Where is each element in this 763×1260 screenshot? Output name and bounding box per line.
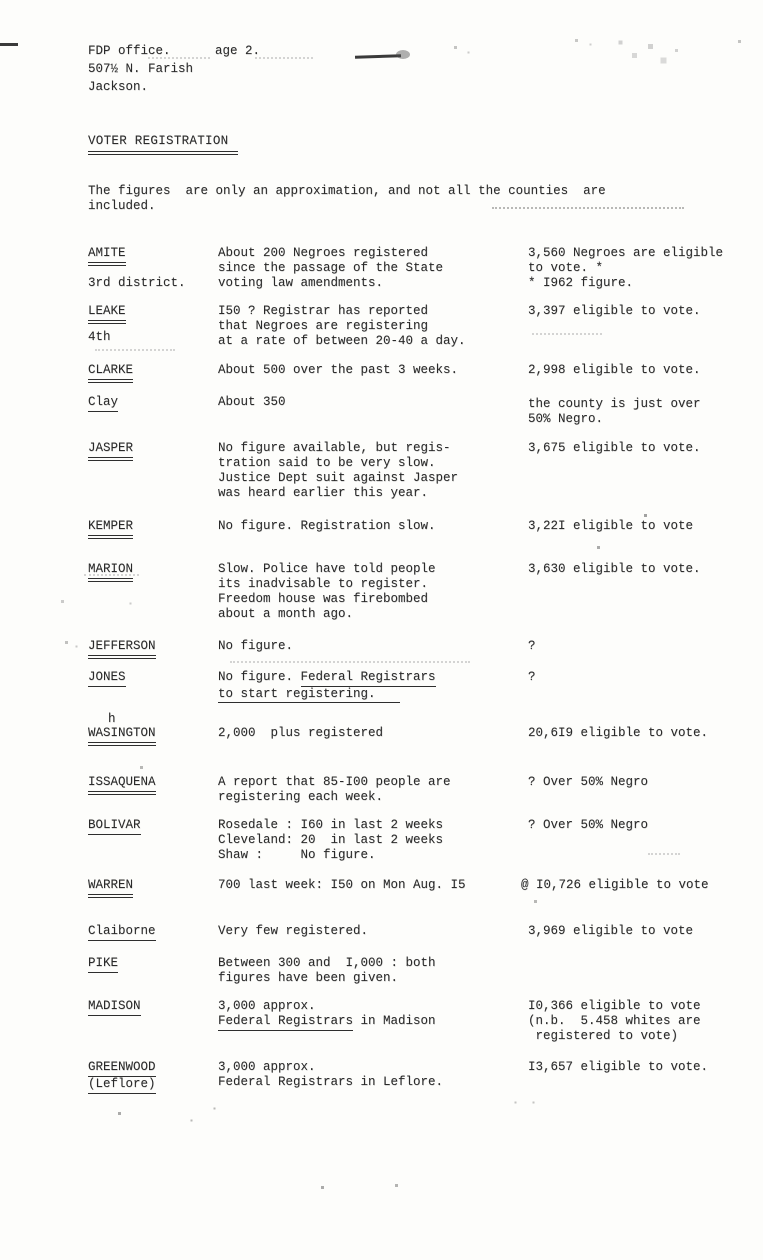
registration-notes: 3,000 approx. Federal Registrars in Leflore.	[218, 1060, 444, 1089]
ink-smudge	[396, 50, 410, 59]
registration-notes: Rosedale : I60 in last 2 weeks Cleveland: 20 in last 2 weeks Shaw : No figure.	[218, 818, 444, 862]
eligibility-figures: ?	[528, 639, 536, 653]
county-subtext: 3rd district.	[88, 276, 186, 290]
intro-line: The figures are only an approximation, and not all the counties are	[88, 184, 606, 198]
underlined-note: Federal Registrars	[301, 670, 436, 687]
eligibility-figures: 3,969 eligible to vote	[528, 924, 694, 938]
eligibility-figures: 3,630 eligible to vote.	[528, 562, 701, 576]
county-name: WARREN	[88, 878, 133, 898]
ink-speckle-row	[532, 333, 602, 335]
county-subtext: 4th	[88, 330, 111, 344]
registration-notes: I50 ? Registrar has reported that Negroes are registering at a rate of between 20-40 a day.	[218, 304, 466, 348]
eligibility-figures: the county is just over 50% Negro.	[528, 397, 701, 426]
letterhead-address: 507½ N. Farish	[88, 62, 194, 76]
registration-notes: 700 last week: I50 on Mon Aug. I5	[218, 878, 466, 892]
intro-paragraph	[88, 184, 606, 214]
letterhead-city: Jackson.	[88, 80, 149, 94]
eligibility-figures: I3,657 eligible to vote.	[528, 1060, 709, 1074]
eligibility-figures: 2,998 eligible to vote.	[528, 363, 701, 377]
registration-notes: Between 300 and I,000 : both figures have been given.	[218, 956, 436, 985]
registration-notes: No figure. Federal Registrars to start registering.	[218, 670, 523, 703]
eligibility-figures: 3,675 eligible to vote.	[528, 441, 701, 455]
county-name: WASINGTON	[88, 726, 156, 746]
county-name: MADISON	[88, 999, 141, 1016]
eligibility-figures: I0,366 eligible to vote (n.b. 5.458 whites are registered to vote)	[528, 999, 701, 1043]
county-name: CLARKE	[88, 363, 133, 383]
registration-notes: About 500 over the past 3 weeks.	[218, 363, 459, 377]
ink-specks	[0, 0, 1, 1]
typed-dot-trail	[255, 57, 313, 59]
eligibility-figures: 3,22I eligible to vote	[528, 519, 694, 533]
county-name: MARION	[88, 562, 133, 582]
eligibility-figures: 3,560 Negroes are eligible to vote. * * I962 figure.	[528, 246, 724, 290]
county-name: JASPER	[88, 441, 133, 461]
underlined-note: Federal Registrars	[218, 1014, 353, 1031]
typed-insertion-h: h	[108, 712, 116, 726]
eligibility-figures: ?	[528, 670, 536, 684]
eligibility-figures: 20,6I9 eligible to vote.	[528, 726, 709, 740]
ink-speckle-row	[648, 853, 680, 855]
registration-notes: Slow. Police have told people its inadvisable to register. Freedom house was firebombed about a month ago.	[218, 562, 436, 621]
registration-notes: 2,000 plus registered	[218, 726, 384, 740]
county-name: KEMPER	[88, 519, 133, 539]
registration-notes: About 200 Negroes registered since the passage of the State voting law amendments.	[218, 246, 444, 290]
eligibility-figures: @ I0,726 eligible to vote	[521, 878, 709, 892]
letterhead-office: FDP office.	[88, 44, 171, 58]
registration-notes: No figure. Registration slow.	[218, 519, 436, 533]
county-name: LEAKE	[88, 304, 126, 324]
ink-speckle-row	[95, 349, 175, 351]
registration-notes: No figure available, but regis- tration said to be very slow. Justice Dept suit against Jasper was heard earlier this year.	[218, 441, 459, 500]
county-name: JEFFERSON	[88, 639, 156, 659]
county-name: PIKE	[88, 956, 118, 973]
county-name: GREENWOOD	[88, 1060, 156, 1077]
county-name: AMITE	[88, 246, 126, 266]
registration-notes: Very few registered.	[218, 924, 369, 938]
registration-notes: About 350	[218, 395, 286, 409]
eligibility-figures: ? Over 50% Negro	[528, 775, 649, 789]
county-name: Clay	[88, 395, 118, 412]
page-title: VOTER REGISTRATION	[88, 134, 238, 155]
county-name: BOLIVAR	[88, 818, 141, 835]
county-name: ISSAQUENA	[88, 775, 156, 795]
ink-speckle-row	[230, 661, 470, 663]
county-name-alt: (Leflore)	[88, 1077, 156, 1094]
registration-notes: A report that 85-I00 people are registering each week.	[218, 775, 451, 804]
pen-dash-mark	[0, 43, 18, 46]
letterhead	[88, 42, 193, 96]
eligibility-figures: 3,397 eligible to vote.	[528, 304, 701, 318]
underlined-note: to start registering.	[218, 687, 400, 704]
section-heading	[88, 134, 238, 155]
registration-notes: No figure.	[218, 639, 294, 653]
county-name: Claiborne	[88, 924, 156, 941]
county-name: JONES	[88, 670, 126, 687]
page-number: age 2.	[215, 44, 261, 58]
intro-line: included.	[88, 199, 156, 213]
ink-scribble	[355, 54, 401, 58]
eligibility-figures: ? Over 50% Negro	[528, 818, 649, 832]
registration-notes: 3,000 approx. Federal Registrars in Madison	[218, 999, 523, 1031]
